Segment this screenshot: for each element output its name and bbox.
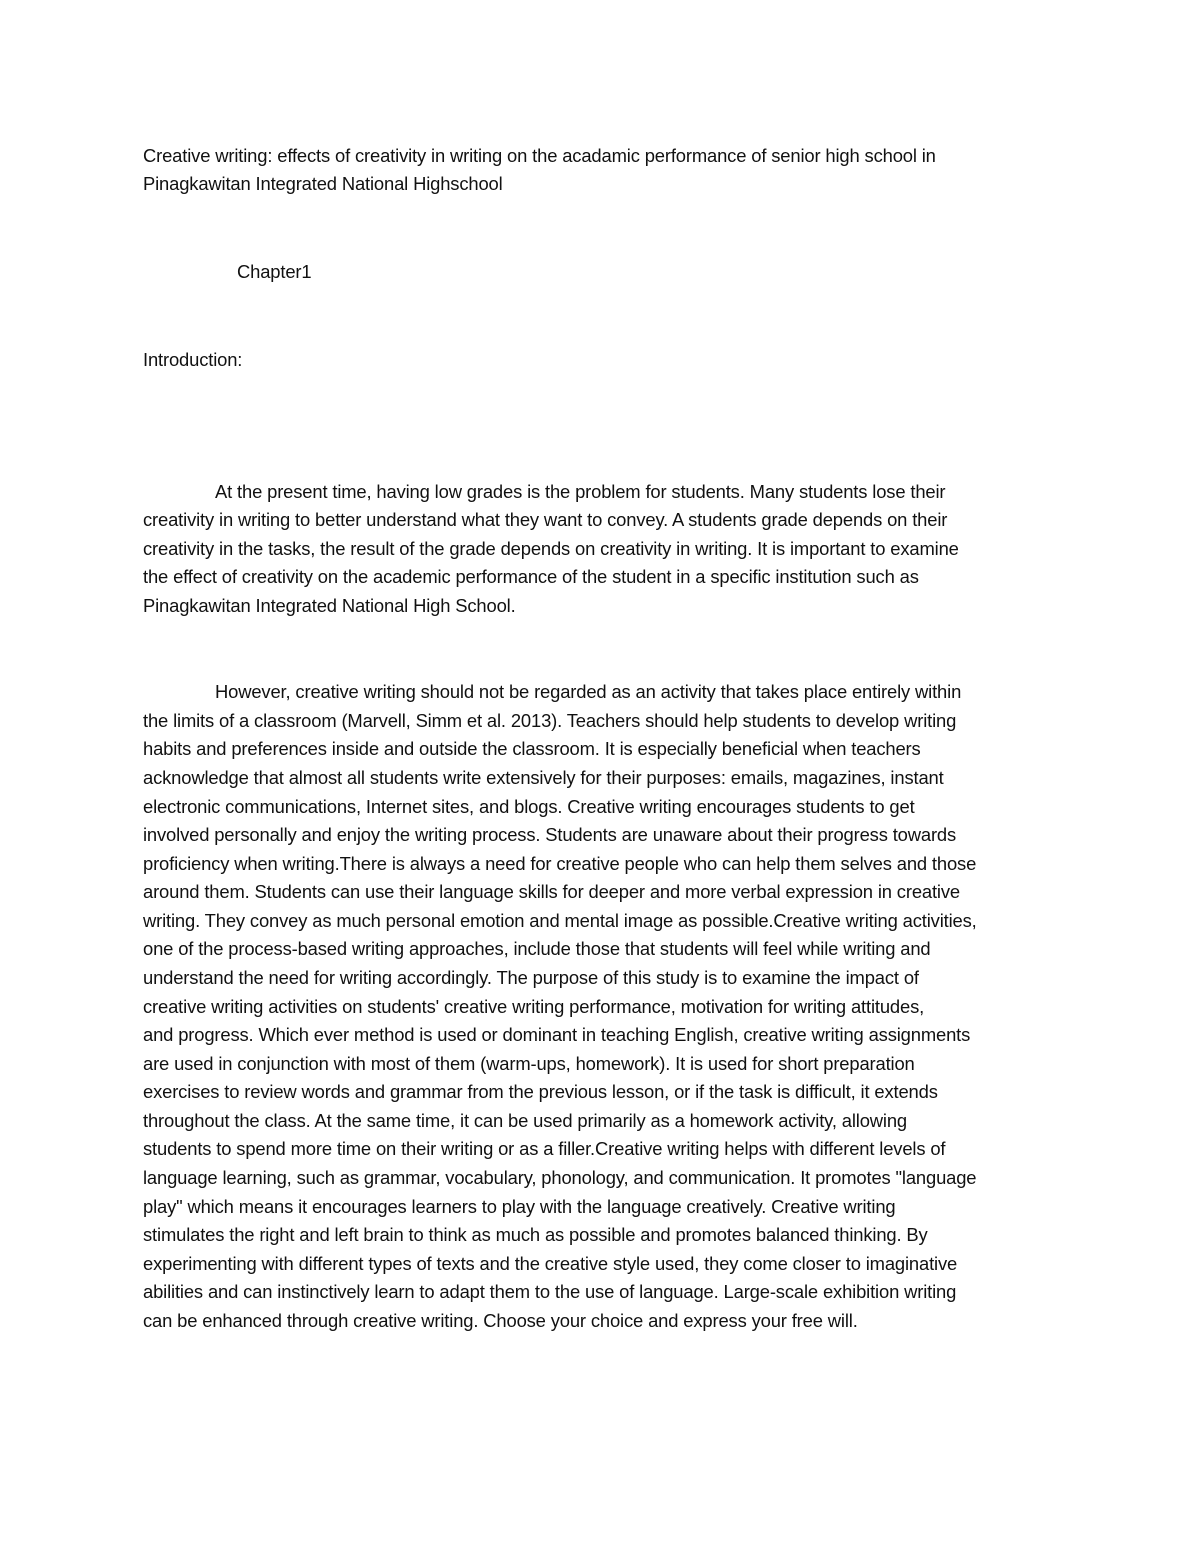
paragraph-2-line: around them. Students can use their language skills for deeper and more verbal expression in creative — [143, 881, 960, 902]
document-title-line-1: Creative writing: effects of creativity in writing on the acadamic performance of senior high school in — [143, 145, 936, 166]
document-title-line-2: Pinagkawitan Integrated National Highschool — [143, 173, 503, 194]
paragraph-2-line: stimulates the right and left brain to think as much as possible and promotes balanced thinking. By — [143, 1224, 928, 1245]
paragraph-2-line: creative writing activities on students' creative writing performance, motivation for writing attitudes, — [143, 996, 925, 1017]
paragraph-2-line: exercises to review words and grammar from the previous lesson, or if the task is difficult, it extends — [143, 1081, 938, 1102]
paragraph-2-line: proficiency when writing.There is always a need for creative people who can help them selves and those — [143, 853, 977, 874]
paragraph-2-line: language learning, such as grammar, vocabulary, phonology, and communication. It promotes "language — [143, 1167, 977, 1188]
paragraph-2-line: the limits of a classroom (Marvell, Simm et al. 2013). Teachers should help students to develop writing — [143, 710, 957, 731]
paragraph-2-line: acknowledge that almost all students write extensively for their purposes: emails, magazines, instant — [143, 767, 944, 788]
chapter-heading: Chapter1 — [237, 261, 312, 282]
paragraph-2-line: and progress. Which ever method is used or dominant in teaching English, creative writing assignments — [143, 1024, 971, 1045]
paragraph-2-line: However, creative writing should not be regarded as an activity that takes place entirely within — [215, 681, 962, 702]
paragraph-1-line: creativity in the tasks, the result of the grade depends on creativity in writing. It is important to examine — [143, 538, 959, 559]
paragraph-2-line: understand the need for writing accordingly. The purpose of this study is to examine the impact of — [143, 967, 919, 988]
paragraph-1-line: the effect of creativity on the academic performance of the student in a specific institution such as — [143, 566, 919, 587]
paragraph-2-line: one of the process-based writing approaches, include those that students will feel while writing and — [143, 938, 931, 959]
paragraph-2-line: play" which means it encourages learners to play with the language creatively. Creative writing — [143, 1196, 896, 1217]
paragraph-2-line: writing. They convey as much personal emotion and mental image as possible.Creative writing activities, — [143, 910, 977, 931]
paragraph-2-line: throughout the class. At the same time, it can be used primarily as a homework activity, allowing — [143, 1110, 908, 1131]
paragraph-2-line: electronic communications, Internet sites, and blogs. Creative writing encourages students to get — [143, 796, 915, 817]
paragraph-1-line: creativity in writing to better understand what they want to convey. A students grade depends on their — [143, 509, 948, 530]
paragraph-2-line: experimenting with different types of texts and the creative style used, they come closer to imaginative — [143, 1253, 958, 1274]
paragraph-2-line: habits and preferences inside and outside the classroom. It is especially beneficial when teachers — [143, 738, 921, 759]
paragraph-2-line: involved personally and enjoy the writing process. Students are unaware about their progress towards — [143, 824, 957, 845]
paragraph-2-line: can be enhanced through creative writing. Choose your choice and express your free will. — [143, 1310, 858, 1331]
section-heading: Introduction: — [143, 349, 243, 370]
paragraph-2-line: students to spend more time on their writing or as a filler.Creative writing helps with different levels of — [143, 1138, 946, 1159]
paragraph-2-line: are used in conjunction with most of them (warm-ups, homework). It is used for short preparation — [143, 1053, 915, 1074]
paragraph-1-line: Pinagkawitan Integrated National High School. — [143, 595, 516, 616]
paragraph-1-line: At the present time, having low grades is the problem for students. Many students lose their — [215, 481, 946, 502]
paragraph-2-line: abilities and can instinctively learn to adapt them to the use of language. Large-scale exhibition writing — [143, 1281, 957, 1302]
